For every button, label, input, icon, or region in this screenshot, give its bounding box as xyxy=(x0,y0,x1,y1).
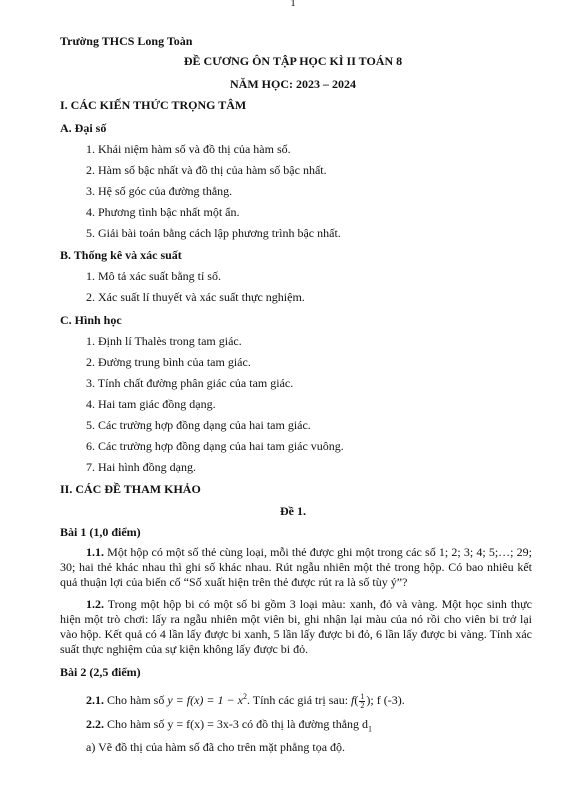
algebra-item: 3. Hệ số góc của đường thẳng. xyxy=(86,184,233,198)
geometry-heading: C. Hình học xyxy=(60,313,122,327)
exponent: 2 xyxy=(242,692,247,701)
fraction xyxy=(359,693,365,710)
paragraph-text: Trong một hộp bi có một số bi gồm 3 loại màu: xanh, đỏ và vàng. Một học sinh thực hiện một trò chơi: lấy ra ngẫu nhiên một viên bi, ghi nhận lại màu của nó rồi cho viên bi trở lại vào hộp. Kết quả có 4 lần lấy được bi xanh, 5 lần lấy được bi đỏ, 6 lần lấy được bi vàng. Tính xác suất thực nghiệm của sự kiện không lấy được bi đỏ. xyxy=(60,597,532,656)
paragraph-text: Một hộp có một số thẻ cùng loại, mỗi thẻ được ghi một trong các số 1; 2; 3; 4; 5;…; 29; 30; hai thẻ khác nhau thì ghi số khác nhau. Rút ngẫu nhiên một thẻ trong hộp. Có bao nhiêu kết quả thuận lợi của biến cố “Số xuất hiện trên thẻ được rút ra là số tùy ý”? xyxy=(60,545,532,589)
stats-item: 2. Xác suất lí thuyết và xác suất thực nghiệm. xyxy=(86,290,305,304)
function-name: f xyxy=(351,693,355,707)
paragraph-number: 1.1. xyxy=(86,545,104,559)
bai2-paragraph1: 2.1. Cho hàm số $y = f(x) = 1 - x^2$. Tính các giá trị sau: f( $\frac{1}{2}$ ); f (-3). xyxy=(86,691,405,710)
fraction-denominator: 2 xyxy=(360,700,365,710)
geometry-item: 6. Các trường hợp đồng dạng của hai tam giác vuông. xyxy=(86,439,344,453)
algebra-heading: A. Đại số xyxy=(60,121,107,135)
algebra-item: 4. Phương tình bậc nhất một ẩn. xyxy=(86,205,240,219)
paragraph-text: . Tính các giá trị sau: xyxy=(246,693,352,707)
algebra-item: 1. Khái niệm hàm số và đồ thị của hàm số. xyxy=(86,142,291,156)
bai2-paragraph2 xyxy=(86,717,372,736)
section1-heading: I. CÁC KIẾN THỨC TRỌNG TÂM xyxy=(60,98,247,112)
section2-heading: II. CÁC ĐỀ THAM KHẢO xyxy=(60,482,201,496)
fraction-numerator: 1 xyxy=(360,691,365,701)
function-formula: y = f(x) = 1 − x xyxy=(167,693,243,707)
geometry-item: 2. Đường trung bình của tam giác. xyxy=(86,355,251,369)
bai2-paragraph3: a) Vẽ đồ thị của hàm số đã cho trên mặt phẳng tọa độ. xyxy=(86,740,346,754)
bai2-heading: Bài 2 (2,5 điểm) xyxy=(60,665,141,679)
school-year: NĂM HỌC: 2023 – 2024 xyxy=(230,77,356,91)
geometry-item: 1. Định lí Thalès trong tam giác. xyxy=(86,334,242,348)
bai1-paragraph2 xyxy=(60,597,532,657)
paragraph-number: 1.2. xyxy=(86,597,104,611)
geometry-item: 5. Các trường hợp đồng dạng của hai tam giác. xyxy=(86,418,311,432)
algebra-item: 5. Giải bài toán bằng cách lập phương trình bậc nhất. xyxy=(86,226,341,240)
geometry-item: 3. Tính chất đường phân giác của tam giác. xyxy=(86,376,294,390)
bai1-paragraph1 xyxy=(60,545,532,590)
page-number: 1 xyxy=(290,0,296,9)
geometry-item: 4. Hai tam giác đồng dạng. xyxy=(86,397,216,411)
paragraph-text: Cho hàm số y = f(x) = 3x-3 có đồ thị là đường thẳng d xyxy=(107,717,369,731)
exam-title: Đề 1. xyxy=(280,504,306,518)
stats-heading: B. Thống kê và xác suất xyxy=(60,248,182,262)
paragraph-text: ; f (-3). xyxy=(370,693,405,707)
document-title: ĐỀ CƯƠNG ÔN TẬP HỌC KÌ II TOÁN 8 xyxy=(183,54,403,68)
geometry-item: 7. Hai hình đồng dạng. xyxy=(86,460,196,474)
school-name: Trường THCS Long Toàn xyxy=(60,34,193,48)
paragraph-text: Cho hàm số xyxy=(107,693,168,707)
paragraph-number: 2.1. xyxy=(86,693,104,707)
subscript: 1 xyxy=(368,724,373,734)
algebra-item: 2. Hàm số bậc nhất và đồ thị của hàm số bậc nhất. xyxy=(86,163,327,177)
paragraph-number: 2.2. xyxy=(86,717,104,731)
bai1-heading: Bài 1 (1,0 điểm) xyxy=(60,525,141,539)
stats-item: 1. Mô tả xác suất bằng tỉ số. xyxy=(86,269,221,283)
